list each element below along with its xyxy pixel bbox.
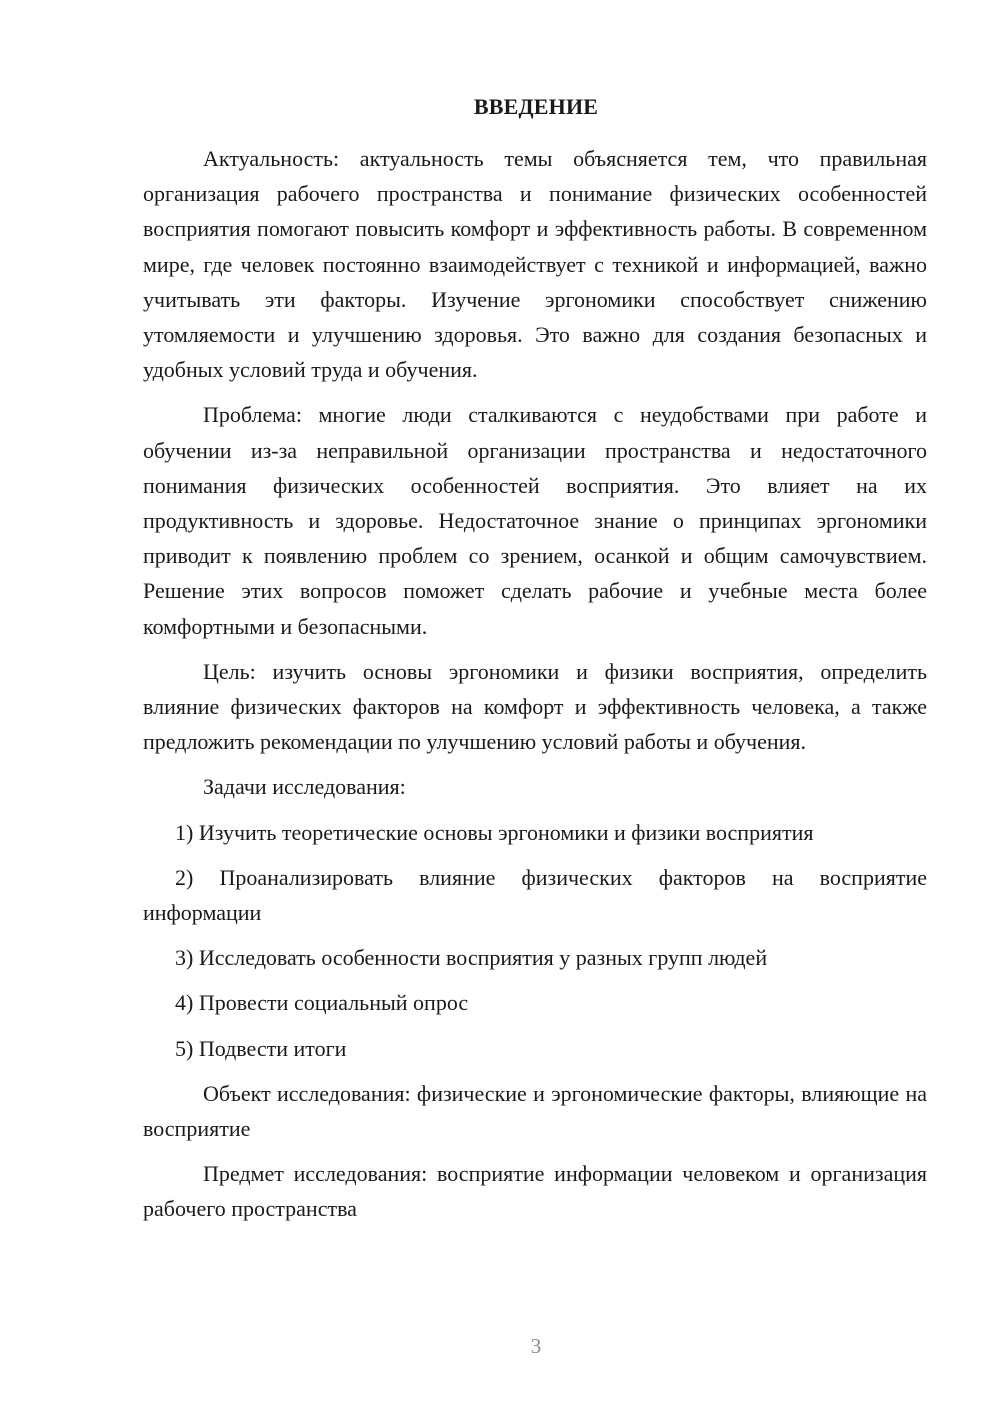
paragraph-relevance: Актуальность: актуальность темы объясняется тем, что правильная организация рабочего пространства и понимание физических особенностей восприятия помогают повысить комфорт и эффективность работы. В современном мире, где человек постоянно взаимодействует с техникой и информацией, важно учитывать эти факторы. Изучение эргономики способствует снижению утомляемости и улучшению здоровья. Это важно для создания безопасных и удобных условий труда и обучения. <box>143 146 927 383</box>
page-number: 3 <box>530 1334 542 1358</box>
paragraph-problem: Проблема: многие люди сталкиваются с неудобствами при работе и обучении из-за неправильной организации пространства и недостаточного понимания физических особенностей восприятия. Это влияет на их продуктивность и здоровье. Недостаточное знание о принципах эргономики приводит к появлению проблем со зрением, осанкой и общим самочувствием. Решение этих вопросов поможет сделать рабочие и учебные места более комфортными и безопасными. <box>143 402 927 639</box>
tasks-heading: Задачи исследования: <box>203 774 406 800</box>
page-title: ВВЕДЕНИЕ <box>473 94 599 119</box>
paragraph-goal: Цель: изучить основы эргономики и физики восприятия, определить влияние физических факторов на комфорт и эффективность человека, а также предложить рекомендации по улучшению условий работы и обучения. <box>143 658 927 755</box>
task-item-3: 3) Исследовать особенности восприятия у разных групп людей <box>175 945 768 971</box>
task-item-4: 4) Провести социальный опрос <box>175 990 469 1016</box>
task-item-2: 2) Проанализировать влияние физических факторов на восприятие информации <box>143 864 927 926</box>
document-body <box>143 141 927 1237</box>
paragraph-object: Объект исследования: физические и эргономические факторы, влияющие на восприятие <box>143 1080 927 1142</box>
task-item-5: 5) Подвести итоги <box>175 1035 347 1061</box>
task-item-1: 1) Изучить теоретические основы эргономики и физики восприятия <box>175 819 814 845</box>
paragraph-subject: Предмет исследования: восприятие информации человеком и организация рабочего пространства <box>143 1161 927 1222</box>
